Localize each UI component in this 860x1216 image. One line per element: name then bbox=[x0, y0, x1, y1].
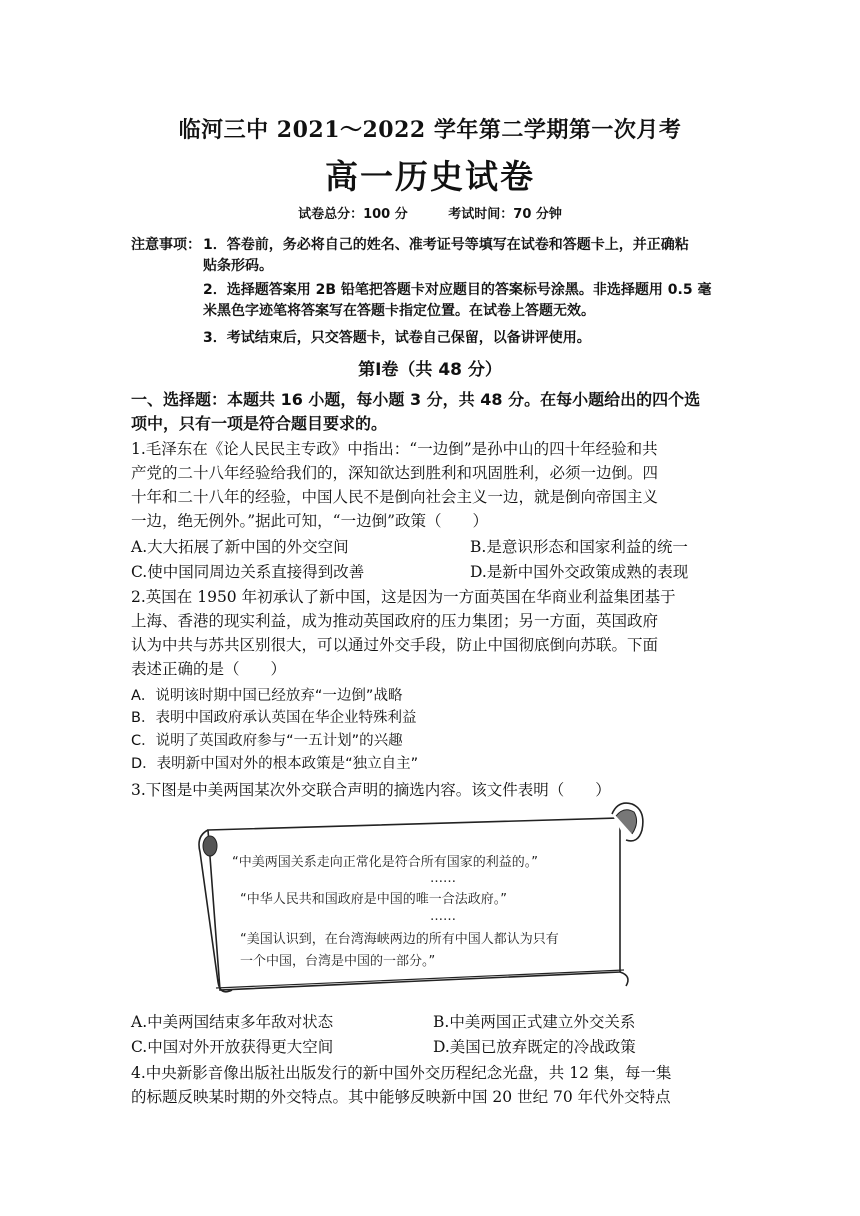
scroll-quote-2: “中华人民共和国政府是中国的唯一合法政府。” bbox=[240, 892, 507, 907]
q1-option-a: A.大大拓展了新中国的外交空间 bbox=[131, 538, 349, 556]
q3-option-c: C.中国对外开放获得更大空间 bbox=[131, 1038, 334, 1056]
q1-option-d: D.是新中国外交政策成熟的表现 bbox=[470, 563, 689, 581]
scroll-ellipsis: …… bbox=[430, 909, 456, 924]
q1-option-c: C.使中国同周边关系直接得到改善 bbox=[131, 563, 365, 581]
question-2-line: 2.英国在 1950 年初承认了新中国，这是因为一方面英国在华商业利益集团基于 bbox=[131, 588, 676, 606]
question-1-line: 一边，绝无例外。”据此可知，“一边倒”政策（ ） bbox=[131, 512, 489, 530]
scroll-ellipsis: …… bbox=[430, 871, 456, 886]
note-line: 3．考试结束后，只交答题卡，试卷自己保留，以备讲评使用。 bbox=[203, 330, 591, 346]
note-line: 2．选择题答案用 2B 铅笔把答题卡对应题目的答案标号涂黑。非选择题用 0.5 毫 bbox=[203, 282, 712, 298]
notes-label: 注意事项： bbox=[131, 237, 201, 253]
question-1-line: 产党的二十八年经验给我们的，深知欲达到胜利和巩固胜利，必须一边倒。四 bbox=[131, 464, 659, 482]
section-instructions: 项中，只有一项是符合题目要求的。 bbox=[131, 414, 388, 433]
note-line: 贴条形码。 bbox=[203, 258, 273, 274]
section-instructions: 一、选择题：本题共 16 小题，每小题 3 分，共 48 分。在每小题给出的四个选 bbox=[131, 390, 701, 409]
question-1-line: 十年和二十八年的经验，中国人民不是倒向社会主义一边，就是倒向帝国主义 bbox=[131, 488, 659, 506]
section-title: 第Ⅰ卷（共 48 分） bbox=[358, 360, 502, 380]
scroll-quote-3-cont: 一个中国，台湾是中国的一部分。” bbox=[240, 954, 436, 969]
question-2-line: 上海、香港的现实利益，成为推动英国政府的压力集团；另一方面，英国政府 bbox=[131, 612, 659, 630]
q3-option-a: A.中美两国结束多年敌对状态 bbox=[131, 1013, 334, 1031]
question-2-line: 认为中共与苏共区别很大，可以通过外交手段，防止中国彻底倒向苏联。下面 bbox=[131, 636, 659, 654]
q2-option-d: D．表明新中国对外的根本政策是“独立自主” bbox=[131, 756, 419, 772]
exam-time: 考试时间：70 分钟 bbox=[448, 207, 562, 222]
q3-option-d: D.美国已放弃既定的冷战政策 bbox=[433, 1038, 636, 1056]
note-line: 1．答卷前，务必将自己的姓名、准考证号等填写在试卷和答题卡上，并正确粘 bbox=[203, 237, 689, 253]
note-line: 米黑色字迹笔将答案写在答题卡指定位置。在试卷上答题无效。 bbox=[203, 303, 595, 319]
exam-title: 临河三中 2021～2022 学年第二学期第一次月考 bbox=[178, 117, 682, 143]
question-4-line: 的标题反映某时期的外交特点。其中能够反映新中国 20 世纪 70 年代外交特点 bbox=[131, 1088, 671, 1106]
question-2-line: 表述正确的是（ ） bbox=[131, 660, 287, 678]
total-score: 试卷总分：100 分 bbox=[298, 207, 408, 222]
scroll-quote-1: “中美两国关系走向正常化是符合所有国家的利益的。” bbox=[232, 855, 538, 870]
question-4-line: 4.中央新影音像出版社出版发行的新中国外交历程纪念光盘，共 12 集，每一集 bbox=[131, 1064, 672, 1082]
exam-subtitle: 高一历史试卷 bbox=[325, 157, 535, 196]
q1-option-b: B.是意识形态和国家利益的统一 bbox=[470, 538, 688, 556]
q3-option-b: B.中美两国正式建立外交关系 bbox=[433, 1013, 636, 1031]
exam-meta bbox=[0, 203, 860, 222]
q2-option-b: B．表明中国政府承认英国在华企业特殊利益 bbox=[131, 710, 417, 726]
question-3-stem: 3.下图是中美两国某次外交联合声明的摘选内容。该文件表明（ ） bbox=[131, 781, 611, 799]
q2-option-a: A．说明该时期中国已经放弃“一边倒”战略 bbox=[131, 688, 403, 704]
scroll-quote-3: “美国认识到，在台湾海峡两边的所有中国人都认为只有 bbox=[240, 932, 559, 947]
q2-option-c: C．说明了英国政府参与“一五计划”的兴趣 bbox=[131, 733, 403, 749]
question-1-line: 1.毛泽东在《论人民民主专政》中指出：“一边倒”是孙中山的四十年经验和共 bbox=[131, 440, 658, 458]
